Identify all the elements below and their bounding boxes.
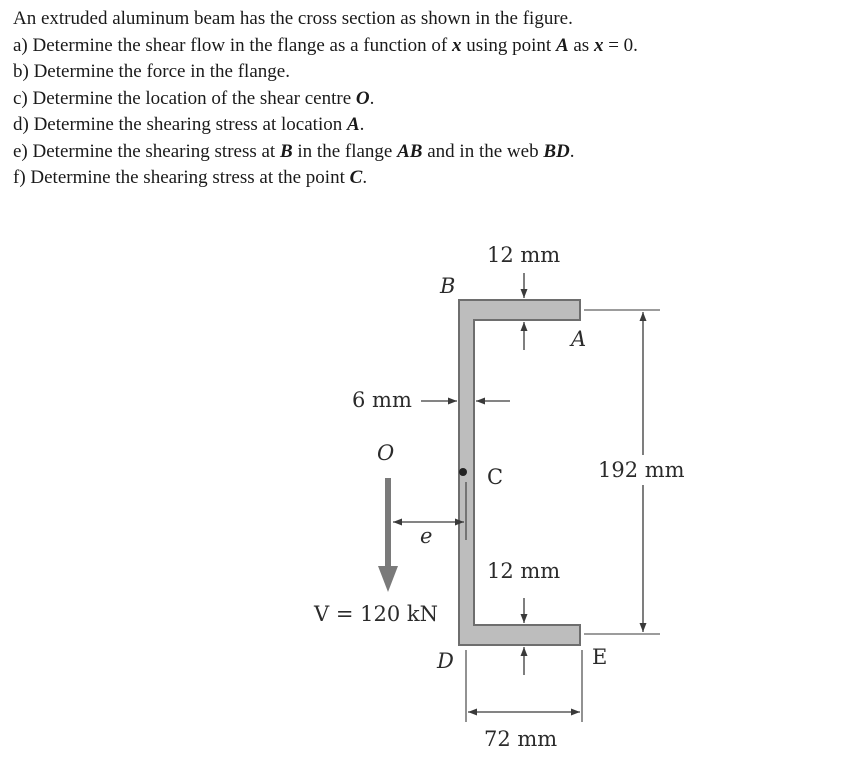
dim-web-label: 6 mm <box>352 388 412 412</box>
point-A-label: A <box>571 327 587 351</box>
load-arrow-head <box>378 566 398 592</box>
part-a: a) Determine the shear flow in the flange as a function of x using point A as x = 0. <box>13 34 638 56</box>
load-label: V = 120 kN <box>314 602 438 626</box>
point-E-label: E <box>592 645 608 669</box>
point-D-label: D <box>437 649 454 673</box>
channel-cross-section <box>459 300 580 645</box>
part-f: f) Determine the shearing stress at the point C. <box>13 167 368 188</box>
e-label: e <box>420 524 433 548</box>
point-C-label: C <box>487 465 504 489</box>
dim-top-flange-label: 12 mm <box>487 243 561 267</box>
part-c: c) Determine the location of the shear centre O. <box>13 87 375 109</box>
problem-intro: An extruded aluminum beam has the cross section as shown in the figure. <box>13 8 573 29</box>
part-d: d) Determine the shearing stress at location A. <box>13 114 365 135</box>
shear-centre-O-label: O <box>377 441 395 465</box>
dim-bottom-flange-label: 12 mm <box>487 559 561 583</box>
point-C-dot <box>459 468 467 476</box>
dim-height-label: 192 mm <box>598 458 685 482</box>
part-e: e) Determine the shearing stress at B in the flange AB and in the web BD. <box>13 140 575 162</box>
part-b: b) Determine the force in the flange. <box>13 61 290 82</box>
point-B-label: B <box>440 274 456 298</box>
dim-width-label: 72 mm <box>484 727 558 751</box>
